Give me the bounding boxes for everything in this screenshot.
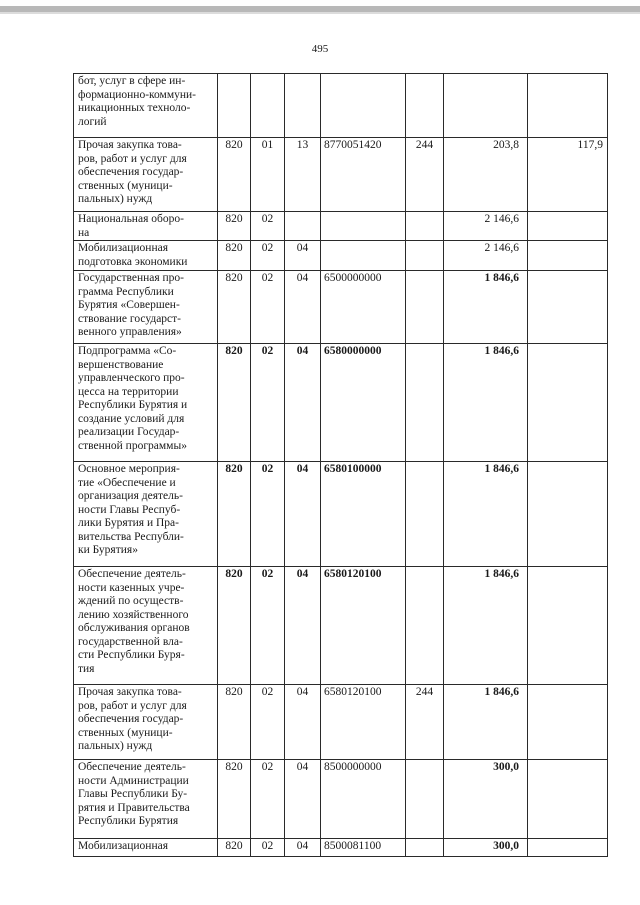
cell-sum2 [528,212,608,241]
cell-sum2 [528,74,608,138]
cell-sum2 [528,567,608,685]
cell-pr: 04 [285,839,321,857]
cell-sum1: 2 146,6 [444,241,528,271]
table-row [74,462,608,567]
table-row [74,271,608,344]
cell-sum1: 1 846,6 [444,344,528,462]
cell-csr: 6580120100 [321,685,406,760]
cell-csr [321,241,406,271]
cell-sum1: 300,0 [444,760,528,839]
cell-rz: 01 [251,138,285,212]
cell-vr [406,241,444,271]
cell-sum2 [528,241,608,271]
cell-name: бот, услуг в сфере ин- формационно-коммуни- никационных техноло- логий [74,74,218,138]
cell-name: Подпрограмма «Со- вершенствование управленческого про- цесса на территории Республики Бурятия и создание условий для реализации Государ- ственной программы» [74,344,218,462]
cell-name: Обеспечение деятель- ности казенных учре- ждений по осуществ- лению хозяйственного обслуживания органов государственной вла- сти Республики Буря- тия [74,567,218,685]
table-body [74,74,608,857]
cell-pr: 04 [285,241,321,271]
cell-vr [406,567,444,685]
cell-ved: 820 [218,839,251,857]
cell-name: Государственная про- грамма Республики Бурятия «Совершен- ствование государст- венного управления» [74,271,218,344]
cell-rz: 02 [251,344,285,462]
cell-vr: 244 [406,685,444,760]
cell-ved: 820 [218,462,251,567]
cell-name: Прочая закупка това- ров, работ и услуг для обеспечения государ- ственных (муници- пальных) нужд [74,138,218,212]
cell-sum1 [444,74,528,138]
cell-rz: 02 [251,241,285,271]
cell-ved: 820 [218,760,251,839]
cell-csr: 8770051420 [321,138,406,212]
cell-csr [321,74,406,138]
table-row [74,344,608,462]
cell-rz: 02 [251,760,285,839]
cell-vr [406,74,444,138]
page-number: 495 [311,43,329,55]
cell-sum2 [528,760,608,839]
cell-pr: 04 [285,567,321,685]
cell-vr [406,271,444,344]
cell-csr: 6580120100 [321,567,406,685]
cell-sum1: 1 846,6 [444,462,528,567]
cell-csr [321,212,406,241]
cell-sum1: 1 846,6 [444,271,528,344]
cell-rz: 02 [251,212,285,241]
budget-table [73,73,608,857]
cell-sum2: 117,9 [528,138,608,212]
cell-name: Прочая закупка това- ров, работ и услуг для обеспечения государ- ственных (муници- пальных) нужд [74,685,218,760]
cell-ved [218,74,251,138]
cell-ved: 820 [218,271,251,344]
cell-rz [251,74,285,138]
cell-sum2 [528,839,608,857]
cell-pr [285,74,321,138]
cell-rz: 02 [251,271,285,344]
table-row [74,760,608,839]
cell-csr: 6580000000 [321,344,406,462]
cell-sum2 [528,271,608,344]
cell-ved: 820 [218,212,251,241]
cell-vr [406,344,444,462]
cell-pr: 04 [285,271,321,344]
table-row [74,74,608,138]
cell-vr [406,462,444,567]
cell-rz: 02 [251,839,285,857]
cell-ved: 820 [218,567,251,685]
cell-sum2 [528,462,608,567]
table-row [74,685,608,760]
cell-ved: 820 [218,138,251,212]
scan-top-edge-shadow [0,12,640,14]
cell-vr: 244 [406,138,444,212]
cell-name: Национальная оборо- на [74,212,218,241]
table-row [74,241,608,271]
cell-ved: 820 [218,685,251,760]
cell-vr [406,760,444,839]
cell-rz: 02 [251,567,285,685]
cell-sum2 [528,344,608,462]
cell-sum1: 1 846,6 [444,567,528,685]
table-row [74,138,608,212]
table-row [74,839,608,857]
cell-sum1: 2 146,6 [444,212,528,241]
cell-rz: 02 [251,685,285,760]
cell-name: Основное мероприя- тие «Обеспечение и организация деятель- ности Главы Респуб- лики Бурятия и Пра- вительства Республи- ки Бурятия» [74,462,218,567]
cell-csr: 8500081100 [321,839,406,857]
cell-pr: 04 [285,760,321,839]
cell-csr: 6500000000 [321,271,406,344]
cell-sum2 [528,685,608,760]
cell-name: Мобилизационная [74,839,218,857]
cell-name: Обеспечение деятель- ности Администрации Главы Республики Бу- рятия и Правительства Республики Бурятия [74,760,218,839]
table-row [74,567,608,685]
cell-vr [406,212,444,241]
cell-sum1: 203,8 [444,138,528,212]
cell-sum1: 300,0 [444,839,528,857]
cell-sum1: 1 846,6 [444,685,528,760]
cell-rz: 02 [251,462,285,567]
cell-vr [406,839,444,857]
cell-ved: 820 [218,344,251,462]
cell-csr: 6580100000 [321,462,406,567]
cell-csr: 8500000000 [321,760,406,839]
cell-name: Мобилизационная подготовка экономики [74,241,218,271]
cell-ved: 820 [218,241,251,271]
cell-pr: 13 [285,138,321,212]
cell-pr [285,212,321,241]
cell-pr: 04 [285,685,321,760]
cell-pr: 04 [285,344,321,462]
cell-pr: 04 [285,462,321,567]
table-row [74,212,608,241]
